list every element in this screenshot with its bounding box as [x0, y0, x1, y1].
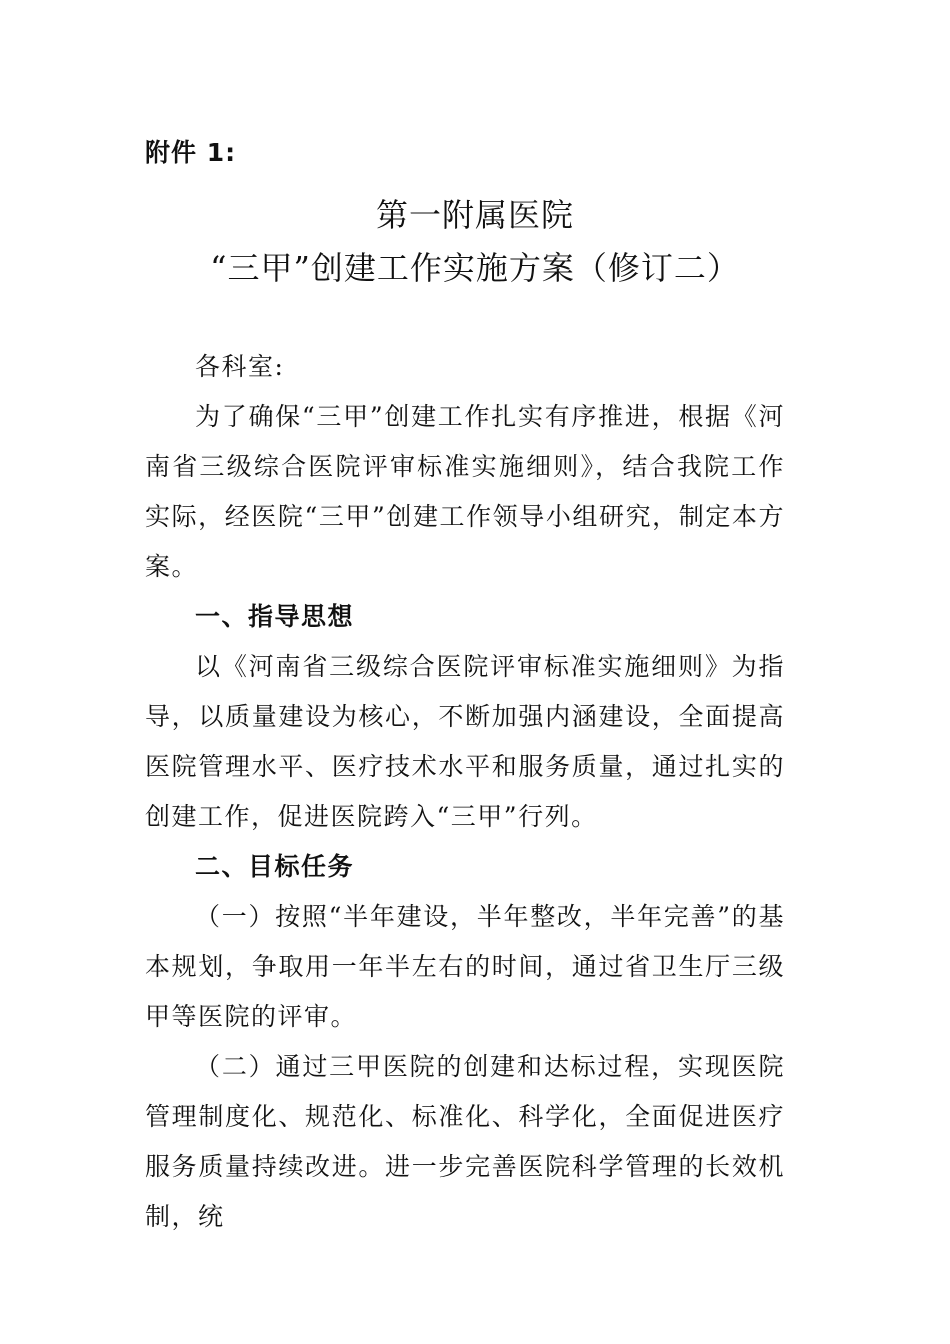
document-body: [145, 342, 785, 1242]
attachment-label: 附件 1:: [145, 138, 237, 167]
section-2-heading: 二、目标任务: [195, 852, 355, 881]
section-2-item-1: （一）按照“半年建设，半年整改，半年完善”的基本规划，争取用一年半左右的时间，通过省卫生厅三级甲等医院的评审。: [145, 902, 785, 1031]
section-2-item-2: （二）通过三甲医院的创建和达标过程，实现医院管理制度化、规范化、标准化、科学化，全面促进医疗服务质量持续改进。进一步完善医院科学管理的长效机制，统: [145, 1052, 785, 1231]
document-title-line-1: 第一附属医院: [375, 196, 574, 234]
document-title-line-2: “三甲”创建工作实施方案（修订二）: [210, 249, 740, 287]
section-1-paragraph: 以《河南省三级综合医院评审标准实施细则》为指导，以质量建设为核心，不断加强内涵建设，全面提高医院管理水平、医疗技术水平和服务质量，通过扎实的创建工作，促进医院跨入“三甲”行列。: [145, 652, 785, 831]
salutation: 各科室:: [195, 352, 285, 381]
intro-paragraph: 为了确保“三甲”创建工作扎实有序推进，根据《河南省三级综合医院评审标准实施细则》，结合我院工作实际，经医院“三甲”创建工作领导小组研究，制定本方案。: [145, 402, 785, 581]
section-1-heading: 一、指导思想: [195, 602, 355, 631]
